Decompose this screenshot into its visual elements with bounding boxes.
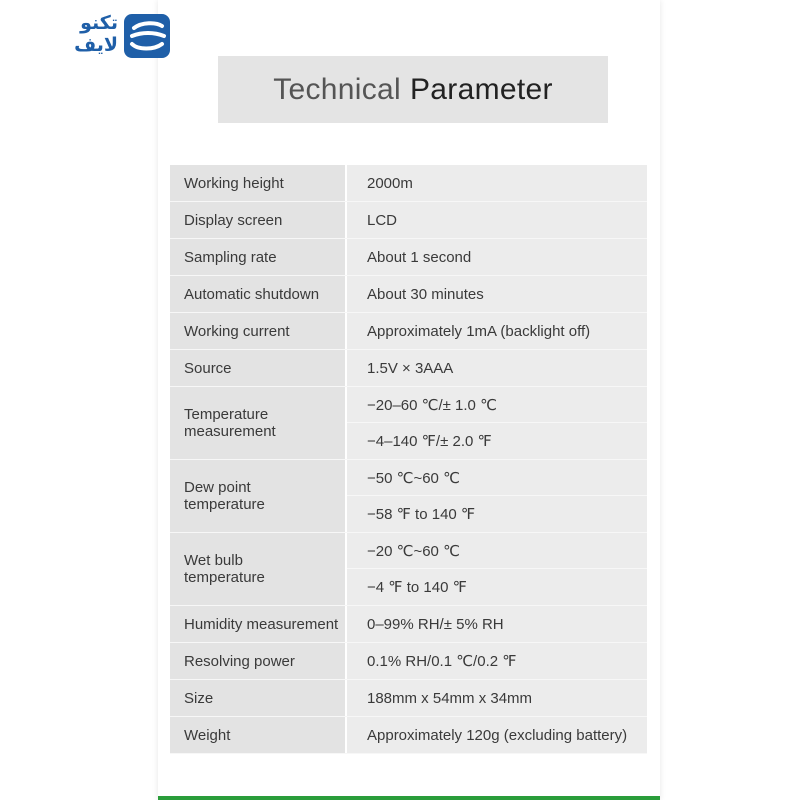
table-row (170, 202, 647, 239)
spec-label: Automatic shutdown (170, 276, 345, 312)
spec-label: Wet bulb temperature (170, 533, 345, 605)
spec-value: 0–99% RH/± 5% RH (347, 606, 647, 642)
spec-value: LCD (347, 202, 647, 238)
table-row (170, 717, 647, 754)
table-row (170, 239, 647, 276)
spec-values (347, 643, 647, 679)
spec-values (347, 533, 647, 605)
table-row (170, 165, 647, 202)
bottom-accent-bar (158, 796, 660, 800)
spec-value: −58 ℉ to 140 ℉ (347, 496, 647, 532)
spec-values (347, 350, 647, 386)
table-row (170, 643, 647, 680)
title-word-1: Technical (273, 72, 401, 106)
table-row (170, 387, 647, 460)
spec-label: Working current (170, 313, 345, 349)
logo-text: تکنو لایف (74, 12, 118, 56)
spec-values (347, 239, 647, 275)
spec-label: Sampling rate (170, 239, 345, 275)
spec-label: Resolving power (170, 643, 345, 679)
spec-label: Working height (170, 165, 345, 201)
spec-value: −20–60 ℃/± 1.0 ℃ (347, 387, 647, 423)
spec-value: 188mm x 54mm x 34mm (347, 680, 647, 716)
spec-values (347, 276, 647, 312)
spec-value: −50 ℃~60 ℃ (347, 460, 647, 496)
spec-label: Size (170, 680, 345, 716)
spec-label: Weight (170, 717, 345, 753)
table-row (170, 460, 647, 533)
title-word-2: Parameter (410, 72, 553, 106)
spec-label: Source (170, 350, 345, 386)
spec-value: Approximately 1mA (backlight off) (347, 313, 647, 349)
spec-value: About 1 second (347, 239, 647, 275)
spec-values (347, 717, 647, 753)
spec-label: Display screen (170, 202, 345, 238)
spec-values (347, 165, 647, 201)
spec-values (347, 313, 647, 349)
spec-value: 0.1% RH/0.1 ℃/0.2 ℉ (347, 643, 647, 679)
spec-label: Humidity measurement (170, 606, 345, 642)
spec-label: Temperature measurement (170, 387, 345, 459)
spec-values (347, 460, 647, 532)
spec-value: 2000m (347, 165, 647, 201)
spec-value: −20 ℃~60 ℃ (347, 533, 647, 569)
logo-mark-icon (124, 14, 170, 58)
spec-table (170, 165, 647, 754)
table-row (170, 350, 647, 387)
spec-label: Dew point temperature (170, 460, 345, 532)
table-row (170, 313, 647, 350)
spec-value: About 30 minutes (347, 276, 647, 312)
table-row (170, 606, 647, 643)
brand-logo[interactable] (48, 12, 173, 60)
table-row (170, 533, 647, 606)
spec-value: Approximately 120g (excluding battery) (347, 717, 647, 753)
table-row (170, 276, 647, 313)
spec-value: 1.5V × 3AAA (347, 350, 647, 386)
spec-value: −4 ℉ to 140 ℉ (347, 569, 647, 605)
spec-values (347, 387, 647, 459)
section-title (218, 56, 608, 123)
spec-values (347, 606, 647, 642)
spec-values (347, 202, 647, 238)
spec-value: −4–140 ℉/± 2.0 ℉ (347, 423, 647, 459)
table-row (170, 680, 647, 717)
spec-values (347, 680, 647, 716)
